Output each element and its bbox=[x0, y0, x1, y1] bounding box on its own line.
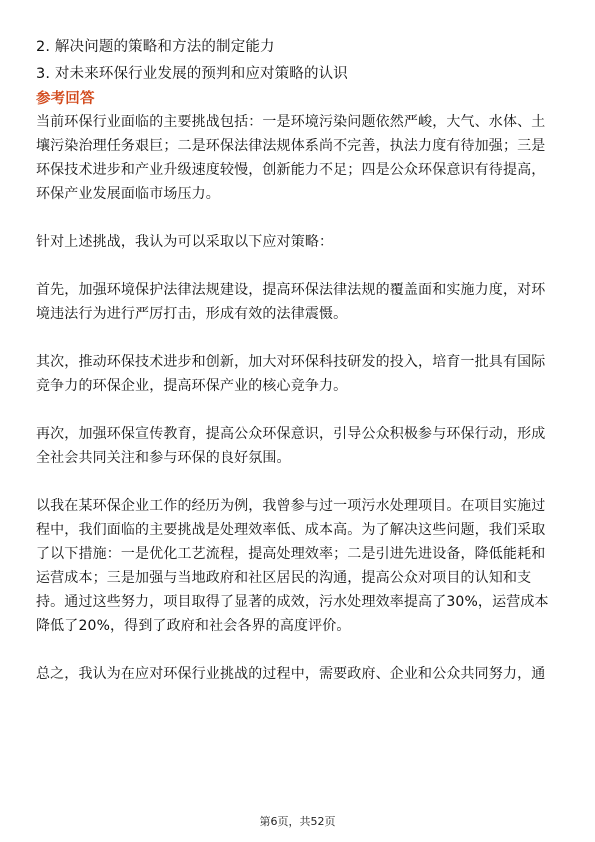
list-item: 2. 解决问题的策略和方法的制定能力 bbox=[36, 39, 275, 55]
paragraph-challenges bbox=[36, 110, 559, 206]
paragraph-line: 环保产业发展面临市场压力。 bbox=[36, 186, 220, 202]
paragraph-second bbox=[36, 350, 559, 398]
paragraph-first bbox=[36, 278, 559, 326]
paragraph-line: 其次，推动环保技术进步和创新，加大对环保科技研发的投入，培育一批具有国际 bbox=[36, 354, 546, 370]
paragraph-line: 运营成本；三是加强与当地政府和社区居民的沟通，提高公众对项目的认知和支 bbox=[36, 570, 532, 586]
paragraph-line: 全社会共同关注和参与环保的良好氛围。 bbox=[36, 450, 291, 466]
list-item: 3. 对未来环保行业发展的预判和应对策略的认识 bbox=[36, 66, 348, 82]
paragraph-line: 以我在某环保企业工作的经历为例，我曾参与过一项污水处理项目。在项目实施过 bbox=[36, 498, 546, 514]
paragraph-line: 持。通过这些努力，项目取得了显著的成效，污水处理效率提高了30%，运营成本 bbox=[36, 594, 549, 610]
paragraph-line: 壤污染治理任务艰巨；二是环保法律法规体系尚不完善，执法力度有待加强；三是 bbox=[36, 138, 546, 154]
page-number: 第6页，共52页 bbox=[259, 815, 336, 828]
paragraph-line: 竞争力的环保企业，提高环保产业的核心竞争力。 bbox=[36, 378, 348, 394]
paragraph-line: 降低了20%，得到了政府和社会各界的高度评价。 bbox=[36, 618, 351, 634]
paragraph-line: 境违法行为进行严厉打击，形成有效的法律震慑。 bbox=[36, 306, 348, 322]
paragraph-third bbox=[36, 422, 559, 470]
paragraph-line: 程中，我们面临的主要挑战是处理效率低、成本高。为了解决这些问题，我们采取 bbox=[36, 522, 546, 538]
document-body bbox=[36, 34, 559, 686]
paragraph-strategy-intro bbox=[36, 230, 559, 254]
paragraph-line: 总之，我认为在应对环保行业挑战的过程中，需要政府、企业和公众共同努力，通 bbox=[36, 666, 546, 682]
paragraph-line: 首先，加强环境保护法律法规建设，提高环保法律法规的覆盖面和实施力度，对环 bbox=[36, 282, 546, 298]
paragraph-line: 针对上述挑战，我认为可以采取以下应对策略： bbox=[36, 234, 334, 250]
paragraph-conclusion bbox=[36, 662, 559, 686]
paragraph-line: 当前环保行业面临的主要挑战包括：一是环境污染问题依然严峻，大气、水体、土 bbox=[36, 114, 546, 130]
question-list bbox=[36, 34, 559, 88]
paragraph-example bbox=[36, 494, 559, 638]
paragraph-line: 了以下措施：一是优化工艺流程，提高处理效率；二是引进先进设备，降低能耗和 bbox=[36, 546, 546, 562]
paragraph-line: 再次，加强环保宣传教育，提高公众环保意识，引导公众积极参与环保行动，形成 bbox=[36, 426, 546, 442]
paragraph-line: 环保技术进步和产业升级速度较慢，创新能力不足；四是公众环保意识有待提高， bbox=[36, 162, 546, 178]
answer-heading: 参考回答 bbox=[36, 91, 95, 107]
